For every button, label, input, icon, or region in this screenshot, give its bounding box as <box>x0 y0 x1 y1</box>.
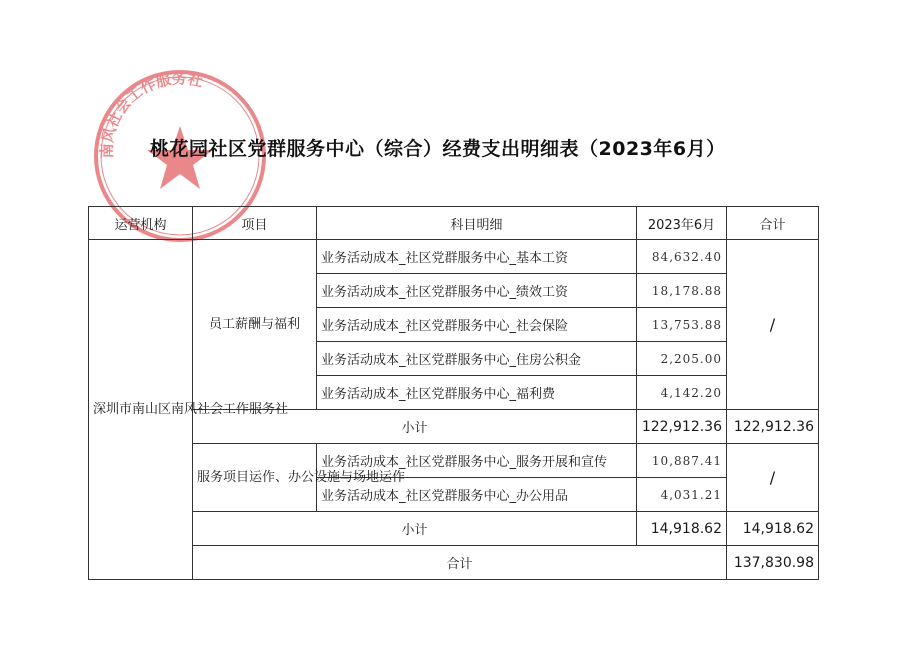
table-header-row <box>89 207 819 240</box>
subtotal-label: 小计 <box>193 512 637 546</box>
table-row <box>89 444 819 478</box>
header-project: 项目 <box>193 207 317 240</box>
category-cell: 服务项目运作、办公设施与场地运作 <box>193 444 317 512</box>
subtotal-month: 14,918.62 <box>637 512 727 546</box>
grand-total-value: 137,830.98 <box>727 546 819 580</box>
item-name: 业务活动成本_社区党群服务中心_办公用品 <box>317 478 637 512</box>
item-amount: 2,205.00 <box>637 342 727 376</box>
item-name: 业务活动成本_社区党群服务中心_基本工资 <box>317 240 637 274</box>
header-total: 合计 <box>727 207 819 240</box>
org-name-cell: 深圳市南山区南风社会工作服务社 <box>89 240 193 580</box>
item-name: 业务活动成本_社区党群服务中心_福利费 <box>317 376 637 410</box>
item-amount: 13,753.88 <box>637 308 727 342</box>
item-amount: 18,178.88 <box>637 274 727 308</box>
subtotal-total: 14,918.62 <box>727 512 819 546</box>
item-name: 业务活动成本_社区党群服务中心_社会保险 <box>317 308 637 342</box>
expense-table <box>88 206 819 580</box>
item-amount: 4,031.21 <box>637 478 727 512</box>
item-name: 业务活动成本_社区党群服务中心_绩效工资 <box>317 274 637 308</box>
document-title: 桃花园社区党群服务中心（综合）经费支出明细表（2023年6月） <box>150 138 726 160</box>
header-month: 2023年6月 <box>637 207 727 240</box>
header-org: 运营机构 <box>89 207 193 240</box>
category-cell: 员工薪酬与福利 <box>193 240 317 410</box>
table-row <box>89 240 819 274</box>
item-amount: 4,142.20 <box>637 376 727 410</box>
item-amount: 10,887.41 <box>637 444 727 478</box>
subtotal-label: 小计 <box>193 410 637 444</box>
subtotal-row <box>89 512 819 546</box>
item-name: 业务活动成本_社区党群服务中心_住房公积金 <box>317 342 637 376</box>
grand-total-row <box>89 546 819 580</box>
total-slash: / <box>727 240 819 410</box>
item-name: 业务活动成本_社区党群服务中心_服务开展和宣传 <box>317 444 637 478</box>
total-slash: / <box>727 444 819 512</box>
subtotal-month: 122,912.36 <box>637 410 727 444</box>
header-detail: 科目明细 <box>317 207 637 240</box>
item-amount: 84,632.40 <box>637 240 727 274</box>
svg-text:南风社会工作服务社: 南风社会工作服务社 <box>97 69 205 159</box>
subtotal-total: 122,912.36 <box>727 410 819 444</box>
grand-total-label: 合计 <box>193 546 727 580</box>
